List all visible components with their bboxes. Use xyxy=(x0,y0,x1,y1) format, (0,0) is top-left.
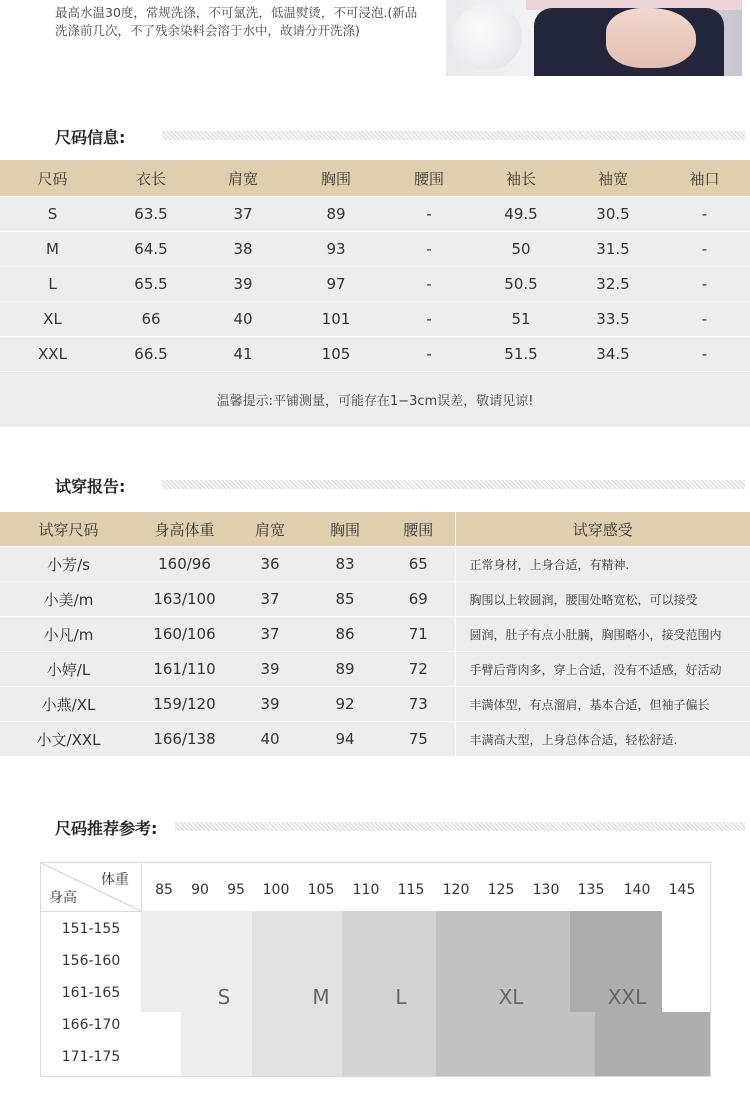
header-cell: 身高体重 xyxy=(137,512,232,547)
fit-row xyxy=(0,547,750,582)
size-cell: 65.5 xyxy=(105,267,197,302)
weight-tick: 130 xyxy=(532,882,560,898)
size-cell: 50.5 xyxy=(475,267,567,302)
fit-cell: 小文/XXL xyxy=(0,722,137,757)
fit-cell: 94 xyxy=(308,722,382,757)
size-cell: 50 xyxy=(475,232,567,267)
size-cell: 64.5 xyxy=(105,232,197,267)
size-cell: 63.5 xyxy=(105,197,197,232)
size-cell: 66 xyxy=(105,302,197,337)
weight-label: 体重 xyxy=(101,872,129,888)
fit-feedback-cell: 胸围以上较圆润，腰围处略宽松，可以接受 xyxy=(455,582,750,617)
weight-tick: 135 xyxy=(577,882,605,898)
size-row xyxy=(0,232,750,267)
fit-cell: 75 xyxy=(382,722,455,757)
section-divider xyxy=(175,822,745,831)
size-cell: L xyxy=(0,267,105,302)
size-cell: - xyxy=(383,267,475,302)
weight-tick: 95 xyxy=(227,882,245,898)
fit-cell: 160/106 xyxy=(137,617,232,652)
size-row xyxy=(0,197,750,232)
size-zone-s xyxy=(181,1012,252,1076)
height-label: 身高 xyxy=(49,890,77,906)
size-cell: - xyxy=(383,337,475,372)
size-info-table xyxy=(0,160,750,427)
header-cell: 腰围 xyxy=(383,160,475,197)
height-tick: 166-170 xyxy=(61,1017,121,1033)
measurement-note: 温馨提示:平铺测量，可能存在1−3cm误差，敬请见谅! xyxy=(0,372,750,428)
height-tick: 151-155 xyxy=(61,921,121,937)
fit-cell: 163/100 xyxy=(137,582,232,617)
header-cell: 袖长 xyxy=(475,160,567,197)
size-zone-label: XXL xyxy=(607,985,647,1009)
size-cell: - xyxy=(383,197,475,232)
fit-cell: 36 xyxy=(232,547,308,582)
size-cell: 38 xyxy=(197,232,289,267)
fit-report-header-row xyxy=(0,512,750,547)
size-cell: - xyxy=(659,337,750,372)
size-zone-label: M xyxy=(312,985,330,1009)
fit-report-title: 试穿报告: xyxy=(55,477,126,496)
weight-tick: 110 xyxy=(352,882,380,898)
weight-tick: 105 xyxy=(307,882,335,898)
size-cell: 33.5 xyxy=(567,302,659,337)
fit-cell: 71 xyxy=(382,617,455,652)
fit-cell: 92 xyxy=(308,687,382,722)
size-info-title: 尺码信息: xyxy=(55,128,126,147)
size-cell: - xyxy=(383,232,475,267)
size-cell: 40 xyxy=(197,302,289,337)
size-zone-l xyxy=(342,1012,436,1076)
fit-row xyxy=(0,617,750,652)
size-row xyxy=(0,267,750,302)
fit-cell: 161/110 xyxy=(137,652,232,687)
header-cell: 尺码 xyxy=(0,160,105,197)
size-cell: XL xyxy=(0,302,105,337)
size-cell: 97 xyxy=(289,267,383,302)
size-cell: - xyxy=(659,302,750,337)
size-cell: 101 xyxy=(289,302,383,337)
fit-cell: 小美/m xyxy=(0,582,137,617)
size-zone-xxl xyxy=(614,1042,710,1076)
fit-cell: 72 xyxy=(382,652,455,687)
size-cell: - xyxy=(383,302,475,337)
header-cell: 袖口 xyxy=(659,160,750,197)
weight-tick: 145 xyxy=(668,882,696,898)
fit-cell: 166/138 xyxy=(137,722,232,757)
size-cell: 39 xyxy=(197,267,289,302)
height-tick: 161-165 xyxy=(61,985,121,1001)
fit-cell: 160/96 xyxy=(137,547,232,582)
size-zone-m xyxy=(252,1012,342,1076)
size-cell: 89 xyxy=(289,197,383,232)
header-cell: 胸围 xyxy=(308,512,382,547)
size-recommend-chart xyxy=(40,862,711,1077)
fit-feedback-cell: 正常身材，上身合适，有精神. xyxy=(455,547,750,582)
fit-cell: 89 xyxy=(308,652,382,687)
fit-cell: 37 xyxy=(232,617,308,652)
size-cell: 51.5 xyxy=(475,337,567,372)
size-row xyxy=(0,337,750,372)
fit-feedback-cell: 丰满高大型，上身总体合适，轻松舒适. xyxy=(455,722,750,757)
size-note-row xyxy=(0,372,750,428)
size-cell: 51 xyxy=(475,302,567,337)
weight-tick: 90 xyxy=(191,882,209,898)
size-cell: 41 xyxy=(197,337,289,372)
section-divider xyxy=(162,480,745,489)
header-cell: 肩宽 xyxy=(232,512,308,547)
size-cell: XXL xyxy=(0,337,105,372)
header-cell: 肩宽 xyxy=(197,160,289,197)
fit-cell: 85 xyxy=(308,582,382,617)
size-zone-label: S xyxy=(217,985,231,1009)
fit-cell: 39 xyxy=(232,687,308,722)
header-cell: 胸围 xyxy=(289,160,383,197)
fit-cell: 39 xyxy=(232,652,308,687)
fit-cell: 40 xyxy=(232,722,308,757)
size-cell: 34.5 xyxy=(567,337,659,372)
size-cell: 49.5 xyxy=(475,197,567,232)
fit-cell: 159/120 xyxy=(137,687,232,722)
size-cell: 32.5 xyxy=(567,267,659,302)
fit-row xyxy=(0,582,750,617)
weight-tick: 85 xyxy=(155,882,173,898)
fit-feedback-cell: 丰满体型，有点溜肩，基本合适，但袖子偏长 xyxy=(455,687,750,722)
size-zone-xl xyxy=(436,1012,595,1076)
size-cell: S xyxy=(0,197,105,232)
height-tick: 171-175 xyxy=(61,1049,121,1065)
fit-cell: 73 xyxy=(382,687,455,722)
fit-cell: 86 xyxy=(308,617,382,652)
size-cell: 66.5 xyxy=(105,337,197,372)
product-photo xyxy=(446,0,742,76)
section-divider xyxy=(162,131,745,140)
size-cell: - xyxy=(659,197,750,232)
size-cell: 105 xyxy=(289,337,383,372)
fit-cell: 69 xyxy=(382,582,455,617)
size-zone-label: XL xyxy=(498,985,524,1009)
fit-cell: 小芳/s xyxy=(0,547,137,582)
fit-row xyxy=(0,652,750,687)
fit-cell: 37 xyxy=(232,582,308,617)
care-instructions: 最高水温30度，常规洗涤，不可氯洗，低温熨烫，不可浸泡.(新品洗涤前几次，不了残余染料会溶于水中，故请分开洗涤) xyxy=(55,5,418,38)
weight-tick: 100 xyxy=(262,882,290,898)
fit-row xyxy=(0,722,750,757)
weight-tick: 115 xyxy=(397,882,425,898)
fit-cell: 小凡/m xyxy=(0,617,137,652)
fit-row xyxy=(0,687,750,722)
size-cell: - xyxy=(659,267,750,302)
fit-feedback-cell: 圆润，肚子有点小肚腩，胸围略小，接受范围内 xyxy=(455,617,750,652)
header-cell: 腰围 xyxy=(382,512,455,547)
size-row xyxy=(0,302,750,337)
fit-feedback-cell: 手臂后背肉多，穿上合适，没有不适感，好活动 xyxy=(455,652,750,687)
height-tick: 156-160 xyxy=(61,953,121,969)
recommend-title: 尺码推荐参考: xyxy=(55,819,158,838)
weight-tick: 140 xyxy=(623,882,651,898)
size-cell: M xyxy=(0,232,105,267)
size-cell: 31.5 xyxy=(567,232,659,267)
size-cell: - xyxy=(659,232,750,267)
fit-cell: 83 xyxy=(308,547,382,582)
weight-tick: 125 xyxy=(487,882,515,898)
chart-corner xyxy=(41,863,142,912)
flower-decoration xyxy=(452,4,522,70)
header-cell: 袖宽 xyxy=(567,160,659,197)
fit-report-table xyxy=(0,512,750,756)
weight-tick: 120 xyxy=(442,882,470,898)
header-cell: 试穿尺码 xyxy=(0,512,137,547)
size-cell: 93 xyxy=(289,232,383,267)
fit-cell: 小燕/XL xyxy=(0,687,137,722)
size-info-header-row xyxy=(0,160,750,197)
header-cell: 衣长 xyxy=(105,160,197,197)
size-cell: 30.5 xyxy=(567,197,659,232)
fit-cell: 小婷/L xyxy=(0,652,137,687)
size-zone-xxl xyxy=(662,1012,710,1042)
header-cell: 试穿感受 xyxy=(455,512,750,547)
fit-cell: 65 xyxy=(382,547,455,582)
size-cell: 37 xyxy=(197,197,289,232)
model-hands xyxy=(606,8,696,68)
size-zone-label: L xyxy=(395,985,407,1009)
